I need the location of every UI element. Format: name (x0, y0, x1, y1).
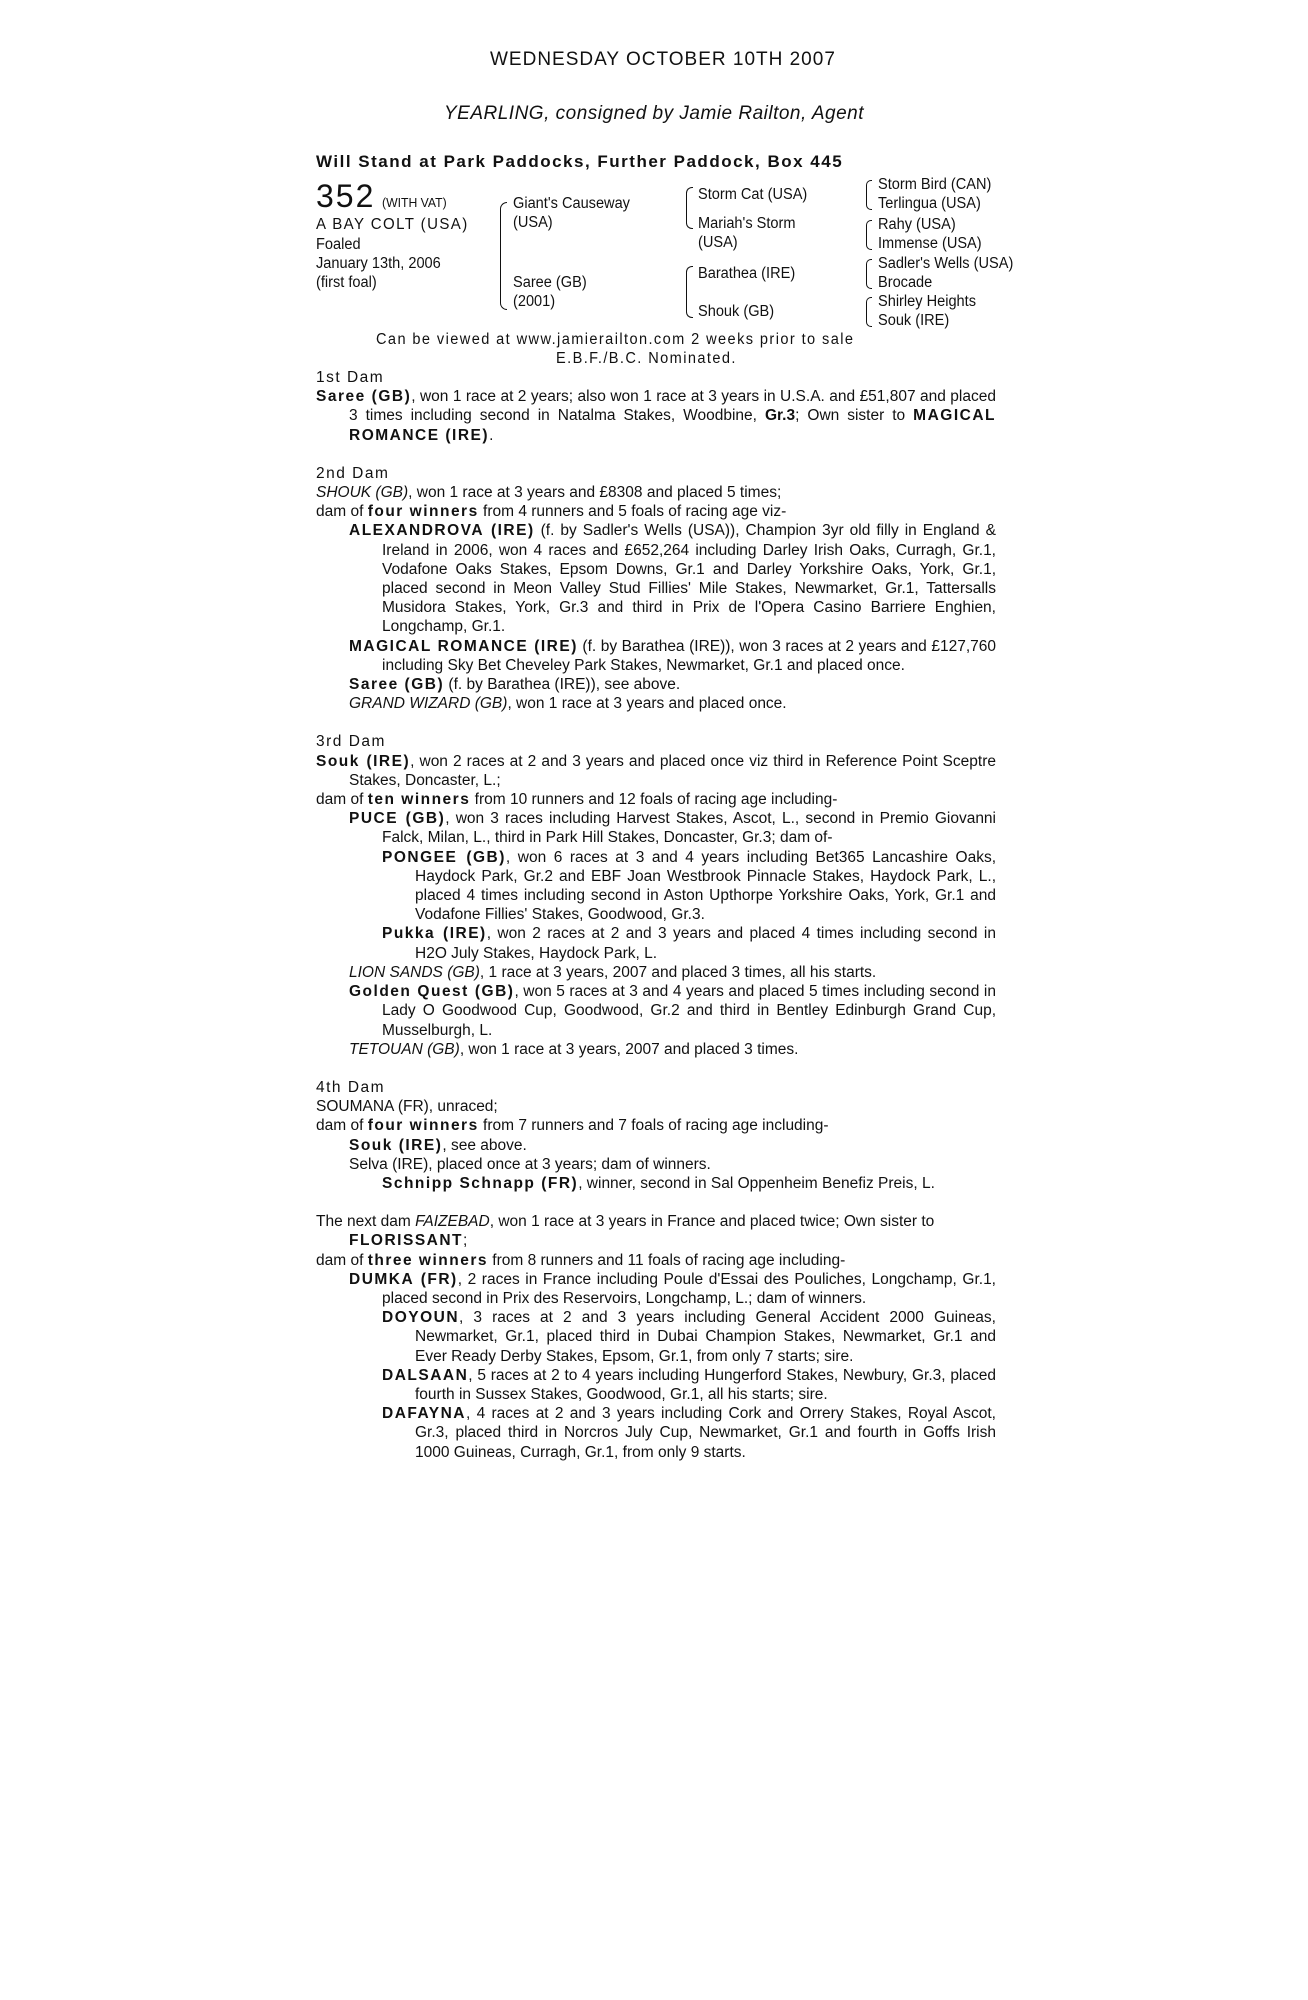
horse-text: , 3 races at 2 and 3 years including General Accident 2000 Guineas, Newmarket, Gr.1, placed third in Dubai Champion Stakes, Newmarket, Gr.1 and Ever Ready Derby Stakes, Epsom, Gr.1, from only 7 starts; sire. (415, 1309, 996, 1365)
third-dam-produce (316, 790, 996, 809)
next-dam-produce (316, 1251, 996, 1270)
horse-text: , won 1 race at 3 years, 2007 and placed 3 times. (459, 1040, 799, 1058)
produce-saree (316, 675, 996, 694)
consignor-line: YEARLING, consigned by Jamie Railton, Agent (444, 103, 864, 124)
horse-text: , won 1 race at 3 years and placed once. (507, 695, 787, 713)
pedigree-brace (500, 202, 507, 310)
horse-text: , won 2 races at 2 and 3 years and placed 4 times including second in H2O July Stakes, Haydock Park, L. (415, 925, 996, 962)
foaled-label: Foaled (316, 236, 361, 253)
horse-text: , 4 races at 2 and 3 years including Cork and Orrery Stakes, Royal Ascot, Gr.3, placed third in Norcros July Cup, Newmarket, Gr.1 and fourth in Goffs Irish 1000 Guineas, Curragh, Gr.1, from only 9 starts. (415, 1405, 996, 1461)
produce-count: ten winners (367, 791, 471, 809)
pedigree-brace (686, 266, 693, 318)
second-dam-text: , won 1 race at 3 years and £8308 and placed 5 times; (408, 484, 782, 502)
produce-post: from 7 runners and 7 foals of racing age including- (478, 1117, 829, 1135)
third-dam-entry (316, 752, 996, 790)
produce-selva: Selva (IRE), placed once at 3 years; dam of winners. (349, 1155, 711, 1173)
horse-text: (f. by Barathea (IRE)), see above. (444, 676, 681, 694)
next-dam-entry (316, 1212, 996, 1250)
sss: Storm Bird (CAN) (878, 176, 992, 193)
produce-post: from 10 runners and 12 foals of racing age including- (470, 791, 838, 809)
produce-souk (316, 1136, 996, 1155)
third-dam-name: Souk (IRE) (316, 752, 411, 770)
dam: Saree (GB) (513, 274, 587, 291)
first-dam-name: Saree (GB) (316, 388, 412, 406)
fourth-dam-entry: SOUMANA (FR), unraced; (316, 1098, 498, 1116)
horse-text: (f. by Barathea (IRE)), won 3 races at 2 years and £127,760 including Sky Bet Cheveley Park Stakes, Newmarket, Gr.1 and placed once. (382, 637, 996, 674)
produce-count: four winners (367, 1117, 479, 1135)
fourth-dam-heading: 4th Dam (316, 1078, 386, 1096)
pedigree-brace (866, 297, 872, 327)
produce-pongee (316, 848, 996, 925)
horse-text: , won 3 races including Harvest Stakes, Ascot, L., second in Premio Giovanni Falck, Milan, L., third in Park Hill Stakes, Doncaster, Gr.3; dam of- (382, 810, 996, 847)
horse-text: , 1 race at 3 years, 2007 and placed 3 times, all his starts. (479, 963, 877, 981)
pedigree-brace (866, 259, 872, 289)
horse-name: ALEXANDROVA (IRE) (349, 522, 535, 540)
sire: Giant's Causeway (513, 195, 630, 212)
horse-name: MAGICAL ROMANCE (IRE) (349, 637, 578, 655)
horse-name: TETOUAN (GB) (349, 1040, 460, 1058)
sire-country: (USA) (513, 214, 553, 231)
produce-lion-sands (316, 963, 996, 982)
produce-post: from 4 runners and 5 foals of racing age viz- (478, 503, 787, 521)
horse-name: Saree (GB) (349, 676, 445, 694)
next-dam-pre: The next dam (316, 1213, 416, 1231)
fourth-dam-produce (316, 1116, 996, 1135)
produce-pre: dam of (316, 503, 368, 521)
vat-note: (WITH VAT) (382, 195, 447, 210)
foal-note: (first foal) (316, 274, 377, 291)
ddd: Souk (IRE) (878, 312, 950, 329)
stand-location: Will Stand at Park Paddocks, Further Paddock, Box 445 (316, 152, 844, 171)
lot-number: 352 (316, 178, 376, 214)
first-dam-end: . (489, 426, 494, 444)
dsd: Brocade (878, 274, 933, 291)
sdd: Immense (USA) (878, 235, 982, 252)
dam-dam: Shouk (GB) (698, 303, 775, 320)
next-dam-end: ; (463, 1232, 468, 1250)
first-dam-text-2: ; Own sister to (795, 407, 914, 425)
horse-name: DALSAAN (382, 1366, 469, 1384)
horse-name: LION SANDS (GB) (349, 963, 480, 981)
second-dam-name: SHOUK (GB) (316, 484, 409, 502)
produce-alexandrova (316, 521, 996, 636)
produce-pukka (316, 924, 996, 962)
sale-date: WEDNESDAY OCTOBER 10TH 2007 (490, 49, 836, 70)
horse-text: , won 6 races at 3 and 4 years including Bet365 Lancashire Oaks, Haydock Park, Gr.2 and EBF Joan Westbrook Pinnacle Stakes, Haydock Park, L., placed 4 times including second in Aston Upthorpe Yorkshire Oaks, York, Gr.1 and Vodafone Fillies' Stakes, Goodwood, Gr.3. (415, 848, 996, 924)
pedigree-brace (866, 220, 872, 250)
lot-name: A BAY COLT (USA) (316, 216, 469, 233)
first-dam-grade: Gr.3 (764, 407, 796, 425)
sds: Rahy (USA) (878, 216, 956, 233)
dds: Shirley Heights (878, 293, 976, 310)
horse-name: PUCE (GB) (349, 810, 446, 828)
produce-tetouan (316, 1040, 996, 1059)
viewing-note: Can be viewed at www.jamierailton.com 2 weeks prior to sale (376, 331, 855, 348)
produce-grand-wizard (316, 694, 996, 713)
horse-name: GRAND WIZARD (GB) (349, 695, 508, 713)
dam-year: (2001) (513, 293, 556, 310)
horse-name: Golden Quest (GB) (349, 983, 515, 1001)
produce-dafayna (316, 1404, 996, 1462)
horse-text: , see above. (442, 1136, 527, 1154)
horse-text: , 5 races at 2 to 4 years including Hungerford Stakes, Newbury, Gr.3, placed fourth in Sussex Stakes, Goodwood, Gr.1, all his starts; sire. (415, 1366, 996, 1403)
dss: Sadler's Wells (USA) (878, 255, 1014, 272)
first-dam-entry (316, 387, 996, 445)
produce-golden-quest (316, 982, 996, 1040)
horse-name: Pukka (IRE) (382, 925, 487, 943)
sire-dam-country: (USA) (698, 234, 738, 251)
produce-post: from 8 runners and 11 foals of racing age including- (487, 1251, 846, 1269)
produce-pre: dam of (316, 1251, 368, 1269)
produce-dalsaan (316, 1366, 996, 1404)
produce-doyoun (316, 1308, 996, 1366)
produce-pre: dam of (316, 1117, 368, 1135)
sire-dam: Mariah's Storm (698, 215, 796, 232)
horse-name: DUMKA (FR) (349, 1270, 458, 1288)
horse-text: , 2 races in France including Poule d'Essai des Pouliches, Longchamp, Gr.1, placed second in Prix des Reservoirs, Longchamp, L.; dam of winners. (382, 1270, 996, 1307)
second-dam-heading: 2nd Dam (316, 464, 390, 482)
catalogue-body (316, 368, 996, 1462)
nomination-note: E.B.F./B.C. Nominated. (556, 350, 737, 367)
dam-sire: Barathea (IRE) (698, 265, 796, 282)
horse-text: , winner, second in Sal Oppenheim Benefiz Preis, L. (578, 1174, 935, 1192)
foaled-date: January 13th, 2006 (316, 255, 441, 272)
horse-text: (f. by Sadler's Wells (USA)), Champion 3yr old filly in England & Ireland in 2006, won 4 races and £652,264 including Darley Irish Oaks, Curragh, Gr.1, Vodafone Oaks Stakes, Epsom Downs, Gr.1 and Darley Yorkshire Oaks, York, Gr.1, placed second in Meon Valley Stud Fillies' Mile Stakes, Newmarket, Gr.1, Tattersalls Musidora Stakes, York, Gr.3 and third in Prix de l'Opera Casino Barriere Enghien, Longchamp, Gr.1. (382, 522, 996, 636)
pedigree-brace (866, 180, 872, 210)
first-dam-heading: 1st Dam (316, 369, 385, 386)
third-dam-text: , won 2 races at 2 and 3 years and placed once viz third in Reference Point Sceptre Stakes, Doncaster, L.; (349, 752, 996, 789)
next-dam-sister: FLORISSANT (349, 1232, 464, 1250)
produce-count: four winners (367, 503, 479, 521)
first-dam-sister: MAGICAL ROMANCE (IRE) (349, 407, 996, 444)
produce-magical-romance (316, 637, 996, 675)
ssd: Terlingua (USA) (878, 195, 981, 212)
third-dam-heading: 3rd Dam (316, 733, 386, 751)
next-dam-text: , won 1 race at 3 years in France and placed twice; Own sister to (489, 1213, 935, 1231)
second-dam-produce (316, 502, 996, 521)
sire-sire: Storm Cat (USA) (698, 186, 808, 203)
produce-puce (316, 809, 996, 847)
horse-name: DOYOUN (382, 1309, 460, 1327)
second-dam-entry (316, 483, 996, 502)
horse-name: Schnipp Schnapp (FR) (382, 1174, 579, 1192)
horse-name: Souk (IRE) (349, 1136, 443, 1154)
horse-name: PONGEE (GB) (382, 848, 506, 866)
produce-dumka (316, 1270, 996, 1308)
next-dam-name: FAIZEBAD (415, 1213, 490, 1231)
pedigree-brace (686, 187, 693, 229)
horse-text: , won 5 races at 3 and 4 years and placed 5 times including second in Lady O Goodwood Cup, Goodwood, Gr.2 and third in Bentley Edinburgh Grand Cup, Musselburgh, L. (382, 983, 996, 1039)
first-dam-text: , won 1 race at 2 years; also won 1 race at 3 years in U.S.A. and £51,807 and placed 3 times including second in Natalma Stakes, Woodbine, (349, 388, 996, 425)
horse-name: DAFAYNA (382, 1405, 466, 1423)
produce-schnipp-schnapp (316, 1174, 996, 1193)
produce-pre: dam of (316, 791, 368, 809)
produce-count: three winners (367, 1251, 488, 1269)
